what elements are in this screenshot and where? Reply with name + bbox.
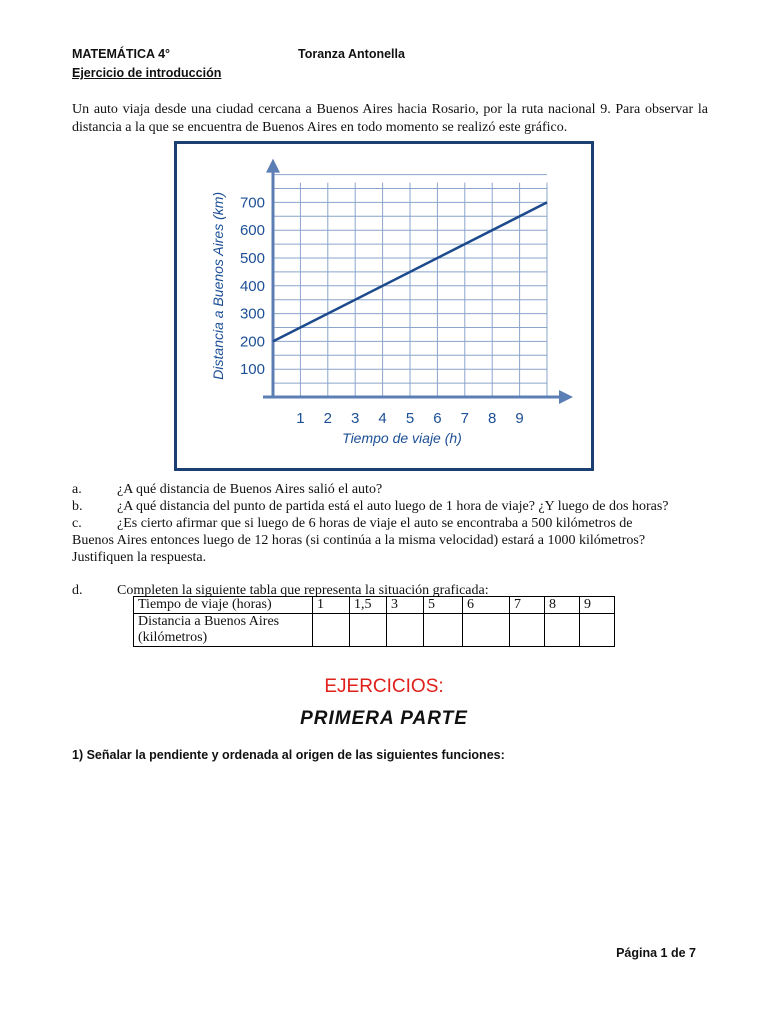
hour-cell: 7 [510,597,545,614]
question-text: ¿A qué distancia del punto de partida está el auto luego de 1 hora de viaje? ¿Y luego de dos horas? [117,499,669,514]
question-letter: b. [72,499,83,514]
chart-frame [174,141,594,471]
question-letter: a. [72,482,82,497]
x-tick-label: 1 [296,410,305,427]
hour-cell: 8 [545,597,580,614]
question-text: Justifiquen la respuesta. [72,550,207,565]
y-tick-label: 200 [239,333,265,351]
page-separator: de [667,946,690,960]
x-tick-label: 7 [460,410,469,427]
question-text: Completen la siguiente tabla que representa la situación graficada: [117,583,489,598]
y-tick-label: 100 [239,361,265,379]
answer-cell[interactable] [350,614,387,647]
answer-cell[interactable] [463,614,510,647]
row-label-line: Distancia a Buenos Aires [138,614,280,629]
y-tick-label: 300 [239,305,265,323]
subject-header: MATEMÁTICA 4° [72,47,171,61]
y-tick-label: 700 [239,194,265,212]
x-tick-label: 8 [488,410,497,427]
table-row [134,597,615,614]
x-tick-label: 4 [378,410,387,427]
values-table [133,596,615,647]
hour-cell: 1 [313,597,350,614]
answer-cell[interactable] [545,614,580,647]
x-axis-arrow [559,390,573,404]
hour-cell: 1,5 [350,597,387,614]
row-label-line: (kilómetros) [138,630,208,645]
y-tick-label: 500 [239,250,265,267]
exercises-title: EJERCICIOS: [324,676,444,697]
page-footer [616,946,696,960]
intro-paragraph: Un auto viaja desde una ciudad cercana a Buenos Aires hacia Rosario, por la ruta nacional 9. Para observar la distancia a la que se encuentra de Buenos Aires en todo momento se realizó este gráfico. [72,102,708,135]
answer-cell[interactable] [510,614,545,647]
table-row [134,614,615,647]
x-tick-label: 9 [515,410,524,427]
total-pages: 7 [689,946,696,960]
hour-cell: 3 [387,597,424,614]
distance-time-chart [177,144,591,468]
row-label-distance [134,614,313,647]
answer-cell[interactable] [424,614,463,647]
hour-cell: 6 [463,597,510,614]
x-tick-label: 2 [323,410,332,427]
current-page: 1 [660,946,668,960]
hour-cell: 9 [580,597,615,614]
answer-cell[interactable] [387,614,424,647]
question-text: ¿A qué distancia de Buenos Aires salió el auto? [117,482,383,497]
question-text: Buenos Aires entonces luego de 12 horas (si continúa a la misma velocidad) estará a 1000 kilómetros? [72,533,646,548]
row-label-time: Tiempo de viaje (horas) [134,597,313,614]
question-letter: c. [72,516,82,531]
page-label: Página [616,946,661,960]
x-axis-label: Tiempo de viaje (h) [342,430,462,446]
exercise-subtitle: Ejercicio de introducción [72,66,222,80]
x-tick-label: 6 [433,410,442,427]
answer-cell[interactable] [580,614,615,647]
y-tick-label: 600 [239,222,265,240]
part-title: PRIMERA PARTE [300,708,468,729]
author-name: Toranza Antonella [298,47,405,61]
y-axis-arrow [266,159,280,173]
answer-cell[interactable] [313,614,350,647]
y-tick-label: 400 [239,277,265,295]
question-letter: d. [72,583,83,598]
x-tick-label: 3 [351,410,360,427]
exercise-1-statement: 1) Señalar la pendiente y ordenada al origen de las siguientes funciones: [72,748,505,762]
x-tick-label: 5 [405,410,415,427]
question-text: ¿Es cierto afirmar que si luego de 6 horas de viaje el auto se encontraba a 500 kilómetros de [117,516,633,531]
y-axis-label: Distancia a Buenos Aires (km) [210,191,226,380]
hour-cell: 5 [424,597,463,614]
